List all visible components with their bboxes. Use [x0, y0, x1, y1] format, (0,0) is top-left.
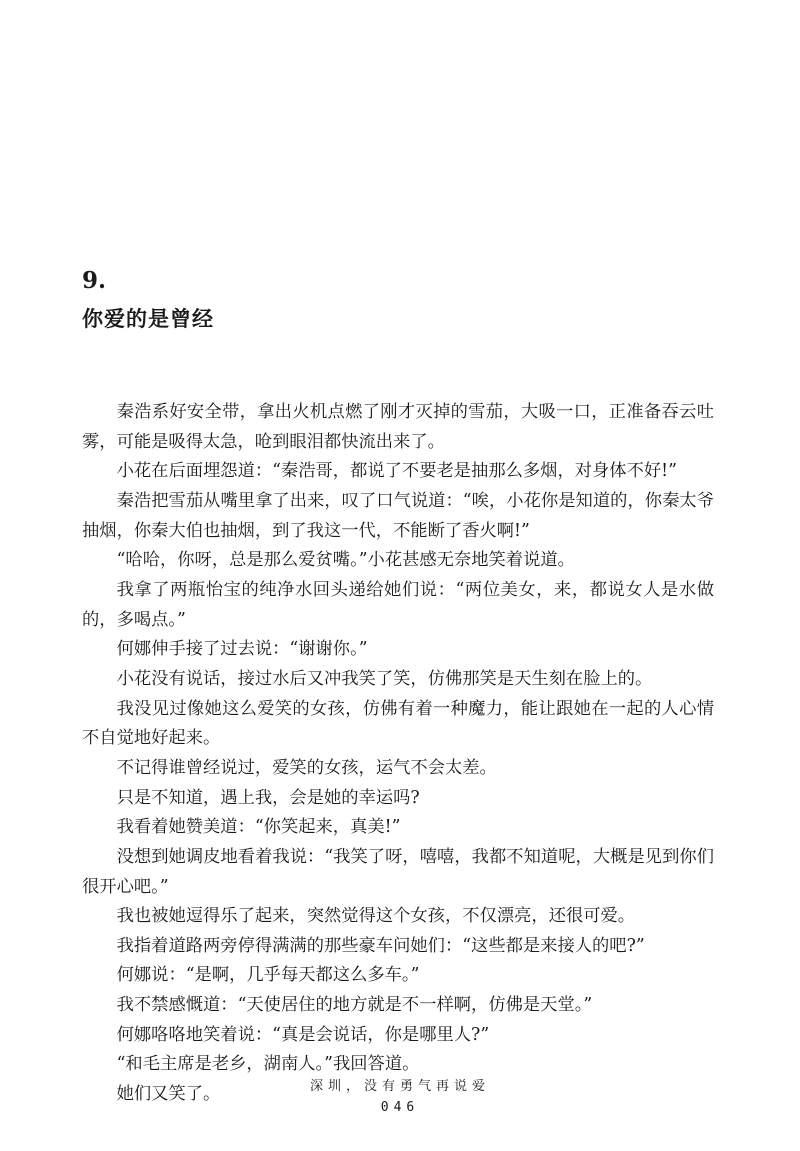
body-text: [82, 398, 714, 1110]
paragraph: 我看着她赞美道：“你笑起来，真美!”: [116, 817, 401, 838]
paragraph: 只是不知道，遇上我，会是她的幸运吗?: [116, 787, 420, 808]
page-number: 046: [380, 1100, 420, 1115]
paragraph: 何娜伸手接了过去说：“谢谢你。”: [116, 639, 368, 660]
paragraph: 何娜说：“是啊，几乎每天都这么多车。”: [116, 965, 420, 986]
paragraph: 何娜咯咯地笑着说：“真是会说话，你是哪里人?”: [116, 1024, 490, 1045]
paragraph: “和毛主席是老乡，湖南人。”我回答道。: [116, 1054, 420, 1075]
paragraph: 她们又笑了。: [116, 1084, 221, 1105]
paragraph: 没想到她调皮地看着我说：“我笑了呀，嘻嘻，我都不知道呢，大概是见到你们很开心吧。”: [82, 846, 714, 897]
paragraph: 小花在后面埋怨道：“秦浩哥，都说了不要老是抽那么多烟，对身体不好!”: [116, 461, 677, 482]
paragraph: 秦浩系好安全带，拿出火机点燃了刚才灭掉的雪茄，大吸一口，正准备吞云吐雾，可能是吸得太急，呛到眼泪都快流出来了。: [82, 402, 714, 452]
paragraph: 不记得谁曾经说过，爱笑的女孩，运气不会太差。: [116, 757, 497, 778]
paragraph: 我拿了两瓶怡宝的纯净水回头递给她们说：“两位美女，来，都说女人是水做的，多喝点。”: [82, 579, 714, 630]
paragraph: 小花没有说话，接过水后又冲我笑了笑，仿佛那笑是天生刻在脸上的。: [116, 668, 653, 689]
chapter-number: 9.: [82, 267, 107, 294]
chapter-title: 你爱的是曾经: [82, 307, 214, 331]
paragraph: 我指着道路两旁停得满满的那些豪车问她们：“这些都是来接人的吧?”: [116, 935, 645, 956]
paragraph: 我不禁感慨道：“天使居住的地方就是不一样啊，仿佛是天堂。”: [116, 995, 593, 1016]
paragraph: 我没见过像她这么爱笑的女孩，仿佛有着一种魔力，能让跟她在一起的人心情不自觉地好起来。: [82, 698, 714, 749]
paragraph: 秦浩把雪茄从嘴里拿了出来，叹了口气说道：“唉，小花你是知道的，你秦太爷抽烟，你秦大伯也抽烟，到了我这一代，不能断了香火啊!”: [82, 490, 714, 541]
paragraph: “哈哈，你呀，总是那么爱贫嘴。”小花甚感无奈地笑着说道。: [116, 550, 575, 571]
paragraph: 我也被她逗得乐了起来，突然觉得这个女孩，不仅漂亮，还很可爱。: [116, 906, 636, 927]
footer-book-title: 深圳，没有勇气再说爱: [309, 1079, 490, 1094]
